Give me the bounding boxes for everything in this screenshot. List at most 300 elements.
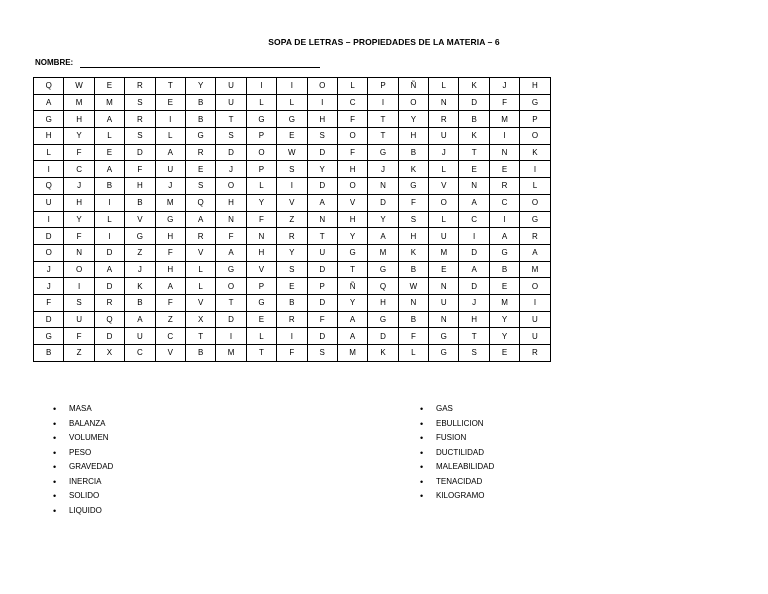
grid-cell: S <box>307 345 337 362</box>
word-label: MASA <box>69 404 92 413</box>
grid-cell: F <box>307 311 337 328</box>
grid-cell: N <box>489 144 519 161</box>
grid-cell: I <box>94 228 124 245</box>
grid-cell: F <box>64 328 94 345</box>
grid-cell: Ñ <box>398 78 428 95</box>
grid-cell: E <box>277 128 307 145</box>
grid-cell: Y <box>246 194 276 211</box>
grid-cell: D <box>368 194 398 211</box>
grid-cell: I <box>368 94 398 111</box>
grid-cell: I <box>520 161 550 178</box>
bullet-icon: • <box>420 491 424 501</box>
grid-cell: T <box>307 228 337 245</box>
grid-cell: G <box>489 244 519 261</box>
grid-cell: A <box>94 261 124 278</box>
grid-cell: O <box>337 178 367 195</box>
bullet-icon: • <box>420 433 424 443</box>
grid-cell: N <box>216 211 246 228</box>
grid-cell: R <box>277 228 307 245</box>
grid-cell: H <box>398 128 428 145</box>
grid-cell: D <box>459 278 489 295</box>
grid-cell: N <box>429 278 459 295</box>
grid-cell: H <box>368 294 398 311</box>
grid-cell: B <box>125 194 155 211</box>
grid-cell: Y <box>489 311 519 328</box>
grid-cell: K <box>125 278 155 295</box>
grid-cell: I <box>155 111 185 128</box>
grid-cell: G <box>398 178 428 195</box>
grid-cell: L <box>520 178 550 195</box>
word-label: GRAVEDAD <box>69 462 114 471</box>
grid-cell: V <box>155 345 185 362</box>
grid-cell: D <box>307 261 337 278</box>
grid-cell: A <box>185 211 215 228</box>
grid-cell: A <box>155 278 185 295</box>
grid-cell: M <box>489 294 519 311</box>
grid-cell: Y <box>307 161 337 178</box>
grid-cell: W <box>277 144 307 161</box>
grid-cell: B <box>94 178 124 195</box>
word-list-item <box>53 431 113 446</box>
grid-cell: F <box>489 94 519 111</box>
grid-cell: H <box>459 311 489 328</box>
word-list-item <box>53 460 113 475</box>
grid-cell: F <box>398 194 428 211</box>
grid-cell: P <box>307 278 337 295</box>
grid-cell: L <box>155 128 185 145</box>
grid-cell: C <box>155 328 185 345</box>
grid-cell: Y <box>277 244 307 261</box>
grid-cell: U <box>429 228 459 245</box>
grid-cell: H <box>125 178 155 195</box>
grid-cell: U <box>429 128 459 145</box>
bullet-icon: • <box>53 491 57 501</box>
grid-cell: M <box>94 94 124 111</box>
grid-cell: B <box>125 294 155 311</box>
grid-cell: Q <box>368 278 398 295</box>
grid-cell: D <box>307 328 337 345</box>
grid-cell: D <box>94 278 124 295</box>
grid-cell: M <box>368 244 398 261</box>
grid-cell: V <box>185 244 215 261</box>
grid-cell: G <box>185 128 215 145</box>
grid-cell: U <box>307 244 337 261</box>
grid-cell: B <box>398 311 428 328</box>
grid-row <box>34 278 551 295</box>
grid-cell: D <box>307 178 337 195</box>
grid-cell: U <box>64 311 94 328</box>
word-list-item <box>420 489 494 504</box>
grid-cell: G <box>125 228 155 245</box>
grid-cell: S <box>125 94 155 111</box>
word-list-item <box>420 446 494 461</box>
grid-cell: S <box>216 128 246 145</box>
grid-cell: G <box>246 111 276 128</box>
grid-cell: L <box>34 144 64 161</box>
grid-cell: L <box>246 178 276 195</box>
grid-cell: H <box>246 244 276 261</box>
grid-cell: N <box>307 211 337 228</box>
word-label: INERCIA <box>69 476 102 486</box>
word-label: EBULLICION <box>436 418 484 428</box>
grid-cell: D <box>307 294 337 311</box>
grid-cell: W <box>64 78 94 95</box>
grid-cell: N <box>246 228 276 245</box>
grid-cell: A <box>34 94 64 111</box>
grid-cell: B <box>489 261 519 278</box>
grid-cell: G <box>34 111 64 128</box>
grid-cell: F <box>155 244 185 261</box>
grid-cell: G <box>246 294 276 311</box>
bullet-icon: • <box>53 505 57 516</box>
grid-cell: M <box>489 111 519 128</box>
grid-cell: E <box>94 78 124 95</box>
grid-cell: Q <box>185 194 215 211</box>
grid-cell: I <box>459 228 489 245</box>
word-label: TENACIDAD <box>436 476 483 486</box>
grid-cell: L <box>429 211 459 228</box>
grid-cell: R <box>94 294 124 311</box>
grid-row <box>34 128 551 145</box>
word-label: SOLIDO <box>69 491 100 500</box>
grid-cell: G <box>216 261 246 278</box>
bullet-icon: • <box>420 404 424 414</box>
grid-cell: S <box>277 261 307 278</box>
grid-cell: D <box>368 328 398 345</box>
grid-cell: H <box>64 194 94 211</box>
grid-cell: X <box>185 311 215 328</box>
grid-cell: B <box>277 294 307 311</box>
grid-row <box>34 78 551 95</box>
grid-cell: T <box>459 328 489 345</box>
grid-cell: O <box>520 278 550 295</box>
grid-row <box>34 111 551 128</box>
grid-cell: A <box>94 161 124 178</box>
grid-cell: N <box>429 311 459 328</box>
grid-cell: J <box>459 294 489 311</box>
grid-cell: Ñ <box>337 278 367 295</box>
grid-cell: U <box>125 328 155 345</box>
grid-row <box>34 178 551 195</box>
grid-cell: T <box>337 261 367 278</box>
grid-cell: R <box>125 78 155 95</box>
grid-cell: F <box>337 144 367 161</box>
grid-cell: B <box>185 94 215 111</box>
grid-cell: G <box>520 94 550 111</box>
grid-cell: I <box>307 94 337 111</box>
grid-cell: N <box>459 178 489 195</box>
grid-cell: N <box>429 94 459 111</box>
grid-row <box>34 311 551 328</box>
grid-cell: S <box>125 128 155 145</box>
grid-cell: T <box>216 111 246 128</box>
grid-cell: W <box>398 278 428 295</box>
bullet-icon: • <box>420 447 424 458</box>
grid-cell: R <box>520 345 550 362</box>
grid-cell: H <box>34 128 64 145</box>
grid-cell: P <box>246 161 276 178</box>
grid-cell: A <box>520 244 550 261</box>
word-list-item <box>420 431 494 446</box>
grid-cell: B <box>459 111 489 128</box>
grid-cell: V <box>185 294 215 311</box>
grid-cell: E <box>489 161 519 178</box>
grid-cell: T <box>246 345 276 362</box>
grid-cell: I <box>34 161 64 178</box>
grid-cell: P <box>368 78 398 95</box>
grid-cell: V <box>246 261 276 278</box>
grid-cell: J <box>216 161 246 178</box>
word-label: MALEABILIDAD <box>436 462 495 471</box>
grid-cell: H <box>337 161 367 178</box>
word-label: KILOGRAMO <box>436 491 485 500</box>
grid-cell: M <box>216 345 246 362</box>
grid-cell: L <box>246 94 276 111</box>
grid-row <box>34 228 551 245</box>
bullet-icon: • <box>53 476 57 487</box>
bullet-icon: • <box>53 462 57 472</box>
word-label: GAS <box>436 404 453 413</box>
word-label: BALANZA <box>69 418 106 428</box>
grid-row <box>34 294 551 311</box>
grid-cell: N <box>398 294 428 311</box>
word-list-item <box>53 446 113 461</box>
grid-cell: G <box>34 328 64 345</box>
grid-cell: C <box>459 211 489 228</box>
grid-cell: J <box>429 144 459 161</box>
grid-row <box>34 328 551 345</box>
grid-cell: E <box>155 94 185 111</box>
grid-cell: Q <box>94 311 124 328</box>
grid-cell: F <box>34 294 64 311</box>
grid-cell: M <box>337 345 367 362</box>
grid-cell: Y <box>368 211 398 228</box>
word-list-item <box>53 475 113 490</box>
grid-cell: R <box>277 311 307 328</box>
grid-cell: H <box>398 228 428 245</box>
grid-cell: T <box>216 294 246 311</box>
name-label: NOMBRE: <box>35 58 74 67</box>
grid-cell: I <box>489 211 519 228</box>
grid-cell: O <box>307 78 337 95</box>
grid-cell: I <box>64 278 94 295</box>
grid-cell: M <box>429 244 459 261</box>
grid-cell: G <box>368 311 398 328</box>
grid-cell: I <box>277 328 307 345</box>
grid-cell: F <box>216 228 246 245</box>
grid-cell: Z <box>125 244 155 261</box>
grid-cell: F <box>125 161 155 178</box>
grid-cell: L <box>429 78 459 95</box>
grid-cell: I <box>246 78 276 95</box>
grid-cell: E <box>459 161 489 178</box>
grid-cell: V <box>277 194 307 211</box>
word-label: VOLUMEN <box>69 433 109 442</box>
word-label: FUSION <box>436 433 467 442</box>
word-list-right <box>420 402 494 504</box>
grid-cell: A <box>155 144 185 161</box>
grid-cell: O <box>34 244 64 261</box>
grid-cell: F <box>64 144 94 161</box>
grid-cell: U <box>34 194 64 211</box>
grid-row <box>34 94 551 111</box>
grid-cell: Y <box>64 211 94 228</box>
grid-cell: B <box>398 144 428 161</box>
grid-cell: G <box>429 328 459 345</box>
grid-cell: E <box>489 278 519 295</box>
grid-cell: R <box>520 228 550 245</box>
grid-row <box>34 161 551 178</box>
grid-cell: O <box>520 194 550 211</box>
grid-cell: K <box>520 144 550 161</box>
grid-cell: P <box>520 111 550 128</box>
grid-cell: G <box>277 111 307 128</box>
grid-cell: M <box>155 194 185 211</box>
name-blank-line <box>80 67 320 68</box>
grid-cell: D <box>125 144 155 161</box>
grid-cell: Z <box>155 311 185 328</box>
grid-cell: R <box>429 111 459 128</box>
grid-cell: J <box>125 261 155 278</box>
grid-cell: I <box>520 294 550 311</box>
grid-cell: S <box>277 161 307 178</box>
grid-cell: G <box>368 261 398 278</box>
grid-cell: U <box>520 311 550 328</box>
grid-cell: P <box>246 278 276 295</box>
bullet-icon: • <box>53 447 57 458</box>
grid-cell: A <box>459 261 489 278</box>
grid-cell: T <box>368 111 398 128</box>
word-list-item <box>420 460 494 475</box>
bullet-icon: • <box>53 433 57 443</box>
grid-cell: I <box>94 194 124 211</box>
grid-cell: G <box>520 211 550 228</box>
grid-row <box>34 211 551 228</box>
grid-cell: H <box>155 228 185 245</box>
grid-cell: B <box>398 261 428 278</box>
grid-cell: F <box>246 211 276 228</box>
grid-cell: Y <box>489 328 519 345</box>
grid-cell: U <box>216 94 246 111</box>
grid-row <box>34 261 551 278</box>
grid-cell: A <box>337 328 367 345</box>
grid-cell: E <box>429 261 459 278</box>
grid-cell: E <box>246 311 276 328</box>
grid-cell: X <box>94 345 124 362</box>
grid-cell: S <box>398 211 428 228</box>
grid-cell: V <box>429 178 459 195</box>
grid-cell: L <box>337 78 367 95</box>
grid-cell: D <box>459 244 489 261</box>
grid-cell: B <box>185 345 215 362</box>
grid-row <box>34 144 551 161</box>
word-list-item <box>53 504 113 519</box>
grid-row <box>34 194 551 211</box>
grid-cell: N <box>64 244 94 261</box>
grid-cell: L <box>94 211 124 228</box>
grid-cell: Y <box>337 228 367 245</box>
grid-cell: Q <box>34 178 64 195</box>
grid-cell: A <box>337 311 367 328</box>
grid-cell: R <box>489 178 519 195</box>
grid-cell: E <box>185 161 215 178</box>
grid-cell: F <box>277 345 307 362</box>
grid-cell: J <box>34 261 64 278</box>
grid-cell: E <box>489 345 519 362</box>
grid-cell: D <box>34 311 64 328</box>
grid-cell: O <box>216 278 246 295</box>
word-label: LIQUIDO <box>69 505 102 515</box>
word-label: DUCTILIDAD <box>436 447 485 457</box>
grid-cell: G <box>155 211 185 228</box>
grid-cell: J <box>155 178 185 195</box>
grid-cell: O <box>337 128 367 145</box>
grid-cell: D <box>34 228 64 245</box>
grid-cell: E <box>94 144 124 161</box>
grid-cell: B <box>185 111 215 128</box>
grid-cell: L <box>398 345 428 362</box>
grid-cell: Z <box>64 345 94 362</box>
grid-cell: A <box>307 194 337 211</box>
grid-cell: K <box>459 128 489 145</box>
grid-cell: D <box>216 311 246 328</box>
grid-cell: V <box>337 194 367 211</box>
grid-cell: K <box>398 244 428 261</box>
grid-cell: A <box>94 111 124 128</box>
grid-cell: E <box>277 278 307 295</box>
grid-cell: U <box>520 328 550 345</box>
grid-cell: L <box>94 128 124 145</box>
word-list-item <box>420 402 494 417</box>
grid-cell: I <box>489 128 519 145</box>
grid-cell: I <box>277 178 307 195</box>
grid-cell: A <box>368 228 398 245</box>
grid-cell: D <box>216 144 246 161</box>
grid-cell: J <box>64 178 94 195</box>
grid-cell: D <box>307 144 337 161</box>
grid-cell: K <box>368 345 398 362</box>
grid-cell: S <box>64 294 94 311</box>
grid-cell: L <box>246 328 276 345</box>
grid-cell: H <box>155 261 185 278</box>
grid-cell: S <box>185 178 215 195</box>
grid-cell: H <box>64 111 94 128</box>
grid-cell: K <box>398 161 428 178</box>
grid-row <box>34 244 551 261</box>
grid-cell: I <box>34 211 64 228</box>
grid-row <box>34 345 551 362</box>
grid-cell: Y <box>337 294 367 311</box>
grid-cell: I <box>277 78 307 95</box>
bullet-icon: • <box>420 462 424 472</box>
grid-cell: J <box>489 78 519 95</box>
grid-cell: F <box>398 328 428 345</box>
grid-cell: C <box>337 94 367 111</box>
grid-cell: H <box>216 194 246 211</box>
word-list-item <box>53 402 113 417</box>
grid-cell: K <box>459 78 489 95</box>
word-list-item <box>420 417 494 432</box>
grid-cell: J <box>368 161 398 178</box>
word-list-item <box>420 475 494 490</box>
bullet-icon: • <box>53 418 57 429</box>
grid-cell: O <box>216 178 246 195</box>
grid-cell: Q <box>34 78 64 95</box>
grid-cell: L <box>185 278 215 295</box>
grid-cell: Y <box>64 128 94 145</box>
word-search-grid <box>33 77 551 362</box>
grid-cell: A <box>216 244 246 261</box>
